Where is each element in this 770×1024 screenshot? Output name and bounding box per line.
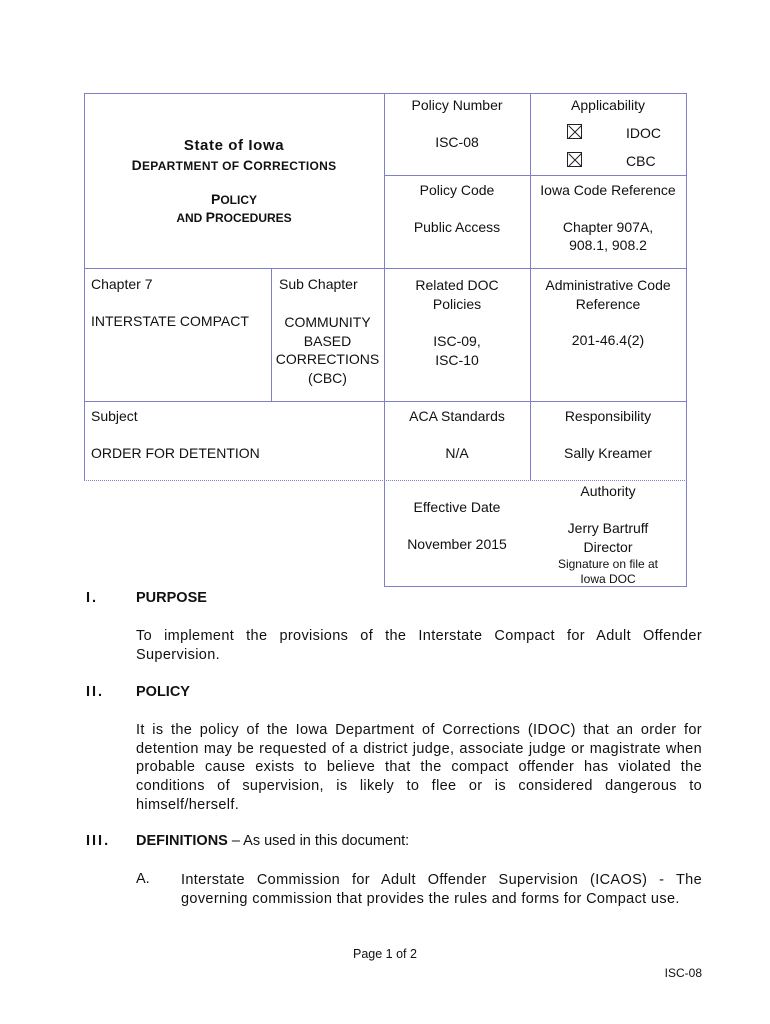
effective-date-label: Effective Date: [413, 499, 501, 515]
iowa-code-label: Iowa Code Reference: [540, 182, 676, 198]
admin-code: 201-46.4(2): [571, 332, 645, 348]
responsibility: Sally Kreamer: [564, 445, 652, 461]
policy-number: ISC-08: [435, 134, 479, 150]
checked-box-icon: [567, 124, 582, 139]
iowa-code-line1: Chapter 907A,: [562, 219, 654, 235]
page-number: Page 1 of 2: [353, 947, 417, 961]
agency-block: [84, 137, 384, 225]
policy-text: It is the policy of the Iowa Department of Corrections (IDOC) that an order for detention may be requested of a district judge, associate judge or magistrate when probable cause exists to believe that the compact offender has violated the conditions of supervision, is likely to flee or is considered dangerous to himself/herself.: [136, 722, 702, 813]
iowa-code-line2: 908.1, 908.2: [569, 237, 647, 253]
purpose-text: To implement the provisions of the Interstate Compact for Adult Offender Supervision.: [136, 628, 702, 663]
authority-name: Jerry Bartruff: [567, 520, 649, 536]
cbc-checkbox[interactable]: [567, 152, 582, 170]
applicability-label: Applicability: [571, 97, 645, 113]
effective-date: November 2015: [407, 536, 507, 552]
sub-chapter-name: COMMUNITY BASED CORRECTIONS (CBC): [275, 314, 380, 386]
authority-title: Director: [583, 539, 633, 555]
document-type-line2: AND PROCEDURES: [176, 209, 292, 225]
definitions-number: III.: [86, 833, 111, 849]
policy-heading: POLICY: [136, 684, 190, 700]
related-policies: ISC-09, ISC-10: [433, 333, 481, 368]
agency-department: DEPARTMENT OF CORRECTIONS: [131, 157, 337, 173]
aca-standards: N/A: [445, 445, 469, 461]
authority-label: Authority: [580, 483, 636, 499]
idoc-checkbox[interactable]: [567, 124, 582, 142]
definitions-heading-line: [136, 833, 409, 849]
policy-number-label: Policy Number: [411, 97, 503, 113]
definition-a-label: A.: [136, 871, 150, 887]
policy-code-label: Policy Code: [419, 182, 495, 198]
admin-code-label: Administrative Code Reference: [545, 277, 671, 312]
policy-number-heading: II.: [86, 684, 105, 700]
chapter-name: INTERSTATE COMPACT: [91, 313, 249, 329]
aca-standards-label: ACA Standards: [409, 408, 505, 424]
related-policies-label: Related DOC Policies: [415, 277, 499, 312]
document-type-line1: POLICY: [210, 191, 257, 207]
agency-state: State of Iowa: [183, 137, 285, 154]
policy-code: Public Access: [413, 219, 501, 235]
purpose-number: I.: [86, 590, 99, 606]
signature-note: Signature on file at Iowa DOC: [557, 557, 659, 586]
idoc-label: IDOC: [626, 125, 661, 141]
responsibility-label: Responsibility: [564, 408, 652, 424]
subject: ORDER FOR DETENTION: [91, 445, 260, 461]
definitions-heading: DEFINITIONS: [136, 833, 228, 849]
definition-a-text: Interstate Commission for Adult Offender Supervision (ICAOS) - The governing commission that provides the rules and forms for Compact use.: [181, 872, 702, 907]
checked-box-icon: [567, 152, 582, 167]
chapter: Chapter 7: [91, 276, 153, 292]
sub-chapter-label: Sub Chapter: [279, 276, 358, 292]
footer-doc-id: ISC-08: [664, 966, 702, 980]
purpose-heading: PURPOSE: [136, 590, 207, 606]
subject-label: Subject: [91, 408, 138, 424]
cbc-label: CBC: [626, 153, 656, 169]
definitions-intro: – As used in this document:: [227, 833, 410, 849]
